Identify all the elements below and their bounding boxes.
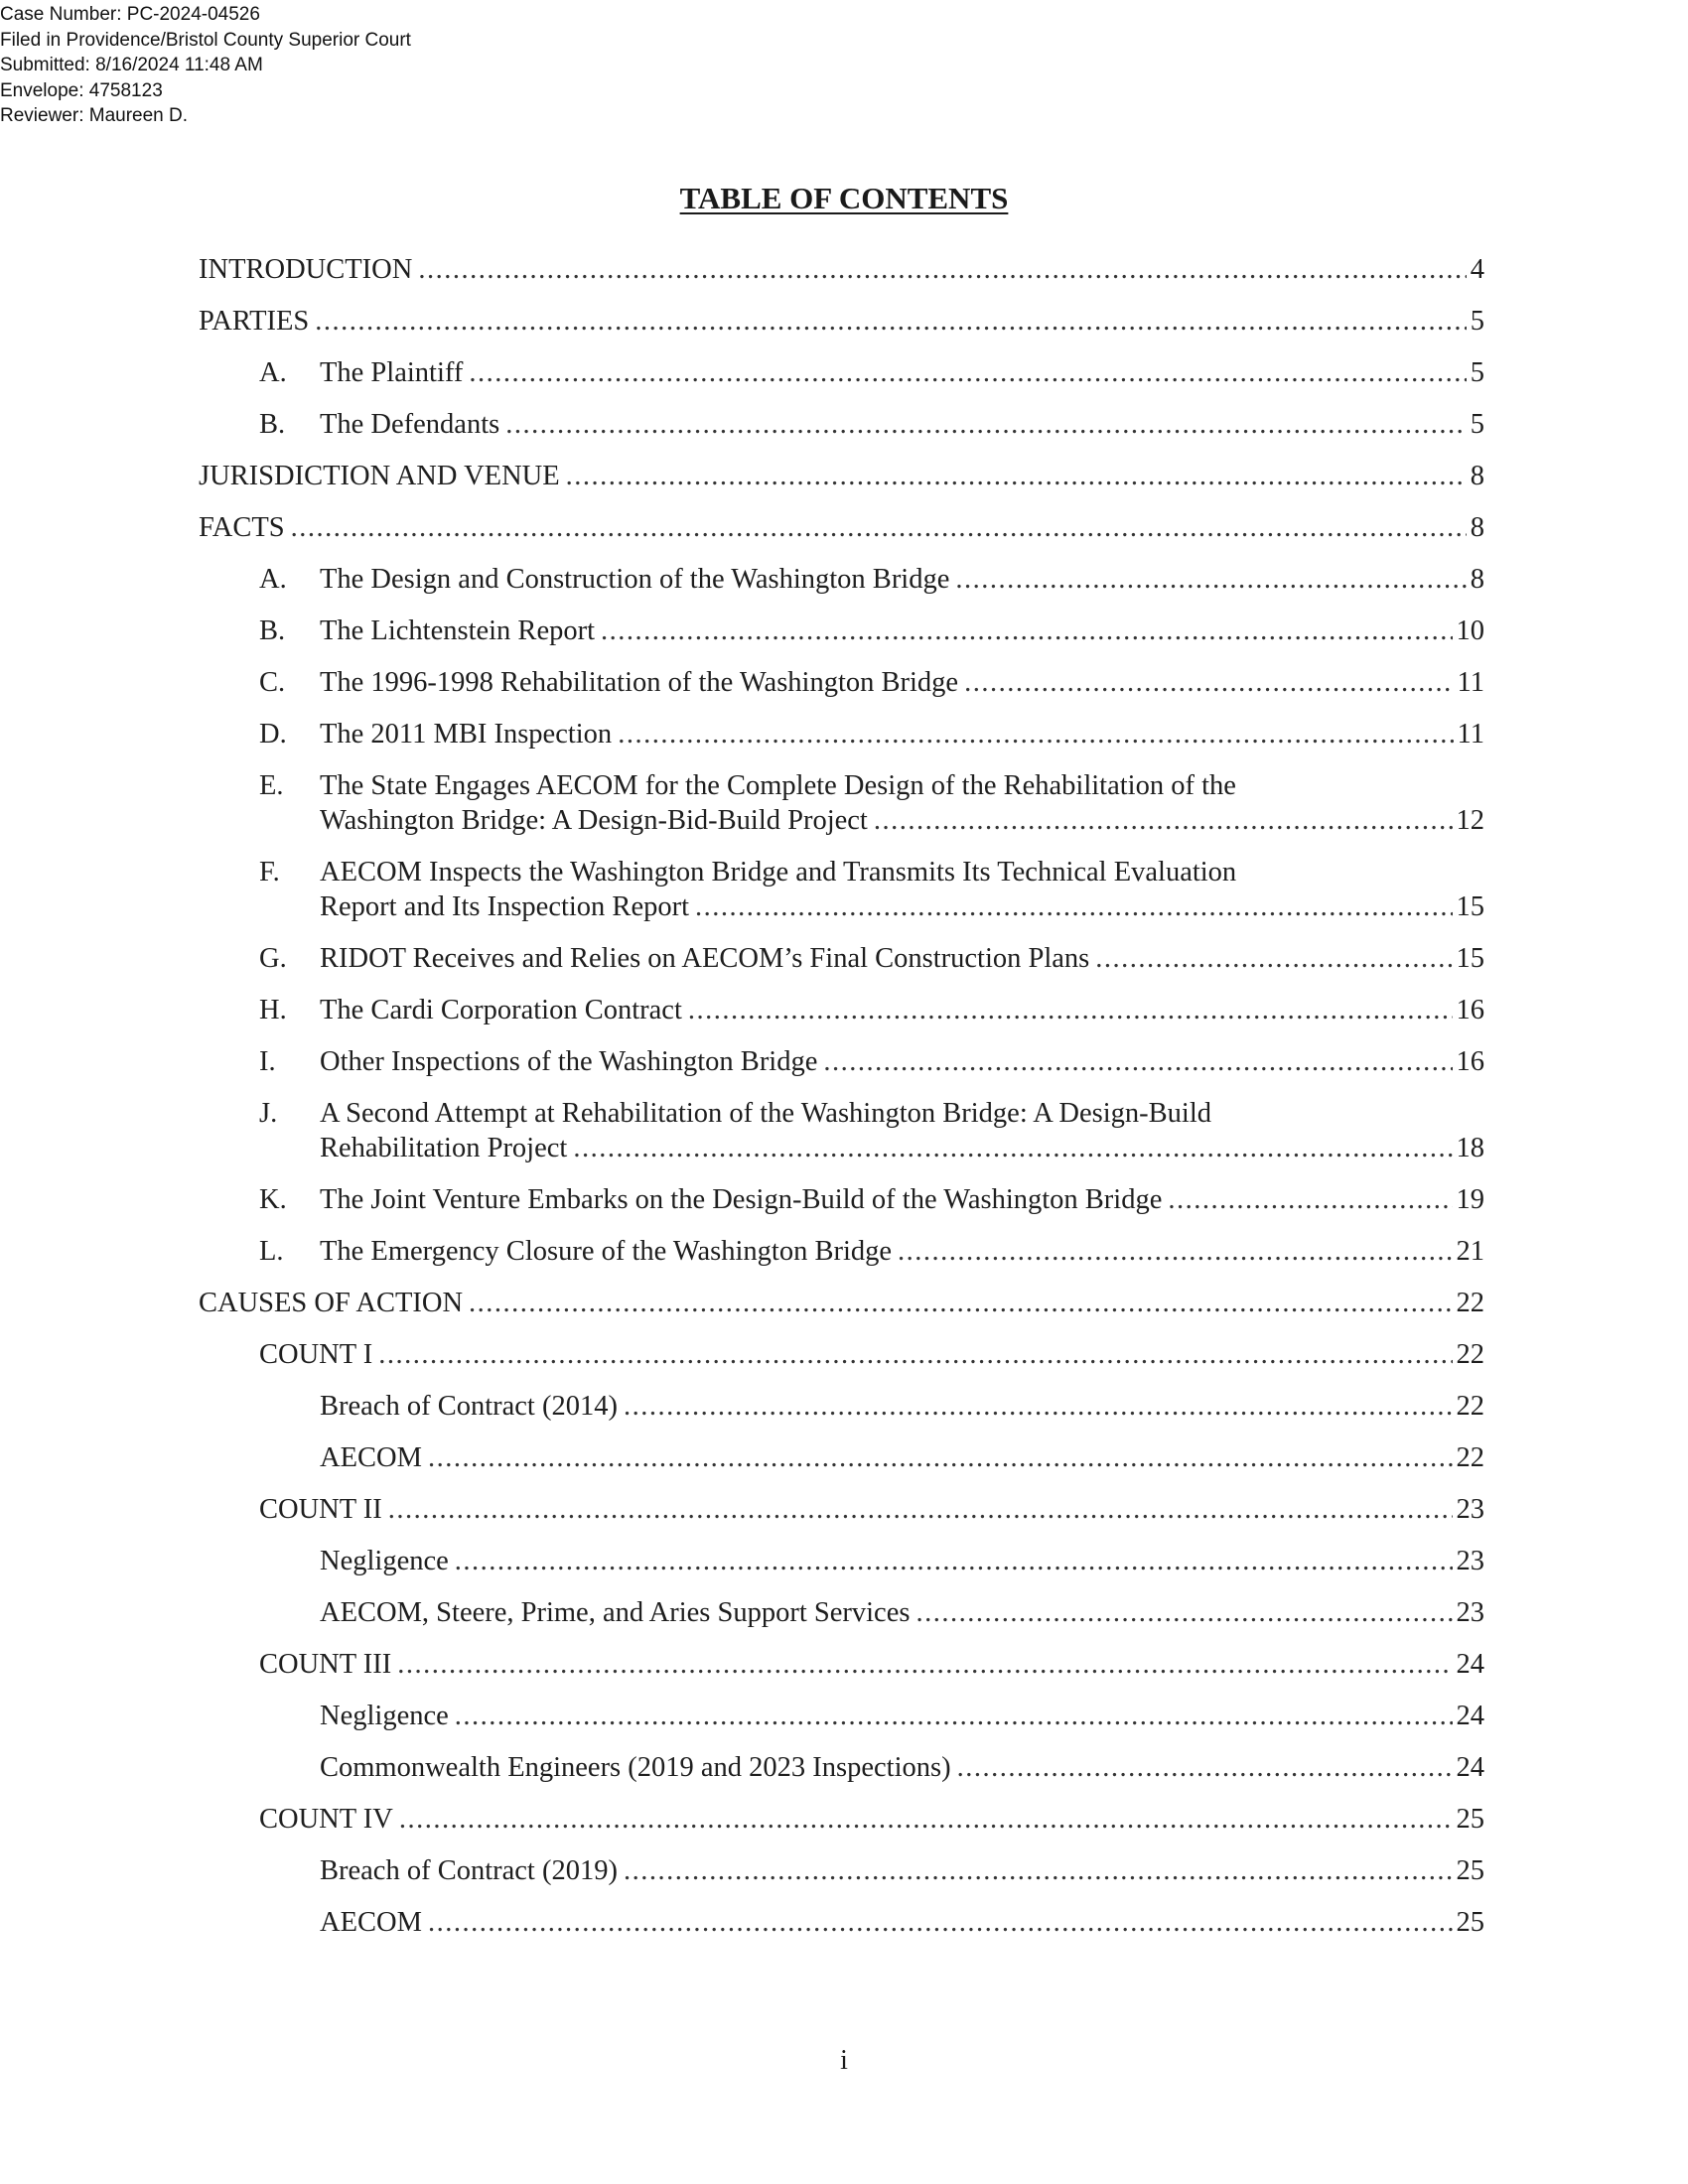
toc-entry-title: CAUSES OF ACTION (199, 1288, 464, 1318)
toc-entry-page: 24 (1456, 1752, 1484, 1783)
toc-entry-title: AECOM (320, 1907, 422, 1938)
toc-entry-letter: D. (259, 719, 287, 750)
toc-entry-title: Commonwealth Engineers (2019 and 2023 Inspections) (320, 1752, 951, 1783)
toc-entry-cardi-contract[interactable] (199, 993, 1484, 1044)
dot-leader (455, 1699, 1453, 1733)
dot-leader (955, 562, 1466, 597)
toc-entry-page: 12 (1456, 805, 1484, 836)
toc-entry-count-3-negligence[interactable] (199, 1699, 1484, 1750)
toc-entry-title: COUNT IV (259, 1804, 393, 1835)
toc-entry-state-engages-aecom[interactable] (199, 768, 1484, 855)
toc-entry-page: 15 (1456, 891, 1484, 922)
toc-entry-page: 8 (1470, 461, 1484, 491)
dot-leader (1095, 941, 1452, 976)
dot-leader (624, 1853, 1453, 1888)
toc-entry-page: 23 (1456, 1494, 1484, 1525)
toc-entry-count-3[interactable] (199, 1647, 1484, 1699)
toc-entry-design-construction[interactable] (199, 562, 1484, 614)
toc-entry-page: 16 (1456, 1046, 1484, 1077)
toc-entry-page: 18 (1456, 1133, 1484, 1163)
toc-entry-other-inspections[interactable] (199, 1044, 1484, 1096)
toc-entry-title-continued: Rehabilitation Project (320, 1133, 568, 1163)
toc-entry-title: A Second Attempt at Rehabilitation of the Washington Bridge: A Design-Build (320, 1098, 1212, 1129)
toc-entry-page: 4 (1470, 254, 1484, 285)
toc-entry-letter: E. (259, 770, 284, 801)
case-number: Case Number: PC-2024-04526 (0, 4, 260, 25)
toc-entry-second-attempt[interactable] (199, 1096, 1484, 1182)
dot-leader (399, 1802, 1453, 1837)
dot-leader (601, 614, 1453, 648)
dot-leader (469, 355, 1466, 390)
toc-entry-page: 25 (1456, 1907, 1484, 1938)
dot-leader (874, 803, 1453, 838)
dot-leader (1168, 1182, 1452, 1217)
toc-entry-letter: J. (259, 1098, 278, 1129)
toc-entry-letter: A. (259, 564, 287, 595)
toc-entry-count-2[interactable] (199, 1492, 1484, 1544)
dot-leader (898, 1234, 1452, 1269)
toc-entry-count-1[interactable] (199, 1337, 1484, 1389)
reviewer: Reviewer: Maureen D. (0, 105, 189, 126)
toc-entry-1996-rehabilitation[interactable] (199, 665, 1484, 717)
toc-entry-jurisdiction[interactable] (199, 459, 1484, 510)
toc-entry-title: Breach of Contract (2019) (320, 1855, 618, 1886)
submitted-date: Submitted: 8/16/2024 11:48 AM (0, 55, 263, 75)
toc-entry-page: 8 (1470, 512, 1484, 543)
toc-entry-count-4-aecom[interactable] (199, 1905, 1484, 1957)
court-filing-stamp (0, 2, 411, 129)
dot-leader (455, 1544, 1453, 1578)
toc-entry-title: The 1996-1998 Rehabilitation of the Washington Bridge (320, 667, 959, 698)
toc-entry-letter: L. (259, 1236, 284, 1267)
dot-leader (428, 1440, 1453, 1475)
toc-entry-title: The Defendants (320, 409, 500, 440)
toc-entry-letter: A. (259, 357, 287, 388)
toc-entry-title: The Lichtenstein Report (320, 615, 595, 646)
toc-entry-letter: H. (259, 995, 287, 1025)
toc-entry-page: 25 (1456, 1804, 1484, 1835)
toc-entry-page: 10 (1456, 615, 1484, 646)
toc-entry-page: 5 (1470, 357, 1484, 388)
toc-entry-count-2-negligence[interactable] (199, 1544, 1484, 1595)
toc-entry-title: The Cardi Corporation Contract (320, 995, 682, 1025)
toc-entry-title: The Design and Construction of the Washington Bridge (320, 564, 950, 595)
toc-entry-letter: G. (259, 943, 287, 974)
toc-entry-letter: B. (259, 615, 286, 646)
toc-entry-page: 19 (1456, 1184, 1484, 1215)
dot-leader (964, 665, 1453, 700)
toc-entry-introduction[interactable] (199, 252, 1484, 304)
toc-entry-count-2-defendants[interactable] (199, 1595, 1484, 1647)
dot-leader (957, 1750, 1453, 1785)
toc-entry-mbi-inspection[interactable] (199, 717, 1484, 768)
toc-entry-page: 8 (1470, 564, 1484, 595)
dot-leader (618, 717, 1453, 751)
toc-entry-title: AECOM (320, 1442, 422, 1473)
toc-entry-title: COUNT I (259, 1339, 373, 1370)
toc-entry-title: The Joint Venture Embarks on the Design-Build of the Washington Bridge (320, 1184, 1163, 1215)
toc-entry-letter: F. (259, 857, 280, 887)
toc-entry-defendants[interactable] (199, 407, 1484, 459)
dot-leader (315, 304, 1466, 339)
toc-entry-page: 21 (1456, 1236, 1484, 1267)
toc-entry-count-1-breach[interactable] (199, 1389, 1484, 1440)
toc-entry-ridot-receives[interactable] (199, 941, 1484, 993)
toc-entry-title: Breach of Contract (2014) (320, 1391, 618, 1422)
toc-entry-count-4[interactable] (199, 1802, 1484, 1853)
toc-entry-emergency-closure[interactable] (199, 1234, 1484, 1286)
dot-leader (505, 407, 1467, 442)
toc-entry-lichtenstein-report[interactable] (199, 614, 1484, 665)
toc-entry-title: The 2011 MBI Inspection (320, 719, 613, 750)
toc-entry-count-4-breach[interactable] (199, 1853, 1484, 1905)
toc-entry-page: 22 (1456, 1442, 1484, 1473)
dot-leader (915, 1595, 1452, 1630)
toc-entry-title: Negligence (320, 1546, 449, 1576)
dot-leader (388, 1492, 1453, 1527)
dot-leader (469, 1286, 1452, 1320)
toc-entry-page: 22 (1456, 1391, 1484, 1422)
dot-leader (573, 1131, 1452, 1165)
toc-entry-plaintiff[interactable] (199, 355, 1484, 407)
toc-entry-letter: I. (259, 1046, 276, 1077)
toc-entry-page: 23 (1456, 1546, 1484, 1576)
toc-entry-page: 15 (1456, 943, 1484, 974)
toc-entry-title: Other Inspections of the Washington Bridge (320, 1046, 818, 1077)
toc-entry-title: RIDOT Receives and Relies on AECOM’s Final Construction Plans (320, 943, 1090, 974)
toc-entry-page: 5 (1470, 306, 1484, 337)
toc-entry-title: COUNT III (259, 1649, 392, 1680)
toc-entry-facts[interactable] (199, 510, 1484, 562)
toc-entry-letter: K. (259, 1184, 287, 1215)
toc-entry-letter: B. (259, 409, 286, 440)
toc-entry-page: 11 (1457, 719, 1484, 750)
dot-leader (695, 889, 1452, 924)
toc-entry-page: 24 (1456, 1649, 1484, 1680)
envelope-number: Envelope: 4758123 (0, 79, 163, 101)
page-title (0, 179, 1688, 218)
toc-entry-title-continued: Washington Bridge: A Design-Bid-Build Project (320, 805, 868, 836)
toc-entry-page: 22 (1456, 1288, 1484, 1318)
toc-entry-parties[interactable] (199, 304, 1484, 355)
toc-entry-title: The Emergency Closure of the Washington Bridge (320, 1236, 893, 1267)
toc-entry-count-1-aecom[interactable] (199, 1440, 1484, 1492)
toc-entry-page: 11 (1457, 667, 1484, 698)
toc-entry-causes-of-action[interactable] (199, 1286, 1484, 1337)
toc-entry-page: 24 (1456, 1701, 1484, 1731)
dot-leader (428, 1905, 1453, 1940)
page-title-text: TABLE OF CONTENTS (679, 181, 1009, 215)
toc-entry-page: 22 (1456, 1339, 1484, 1370)
toc-entry-title: INTRODUCTION (199, 254, 413, 285)
toc-entry-title: JURISDICTION AND VENUE (199, 461, 560, 491)
dot-leader (688, 993, 1453, 1027)
dot-leader (418, 252, 1466, 287)
toc-entry-title: AECOM, Steere, Prime, and Aries Support Services (320, 1597, 911, 1628)
toc-entry-title: FACTS (199, 512, 285, 543)
toc-entry-page: 23 (1456, 1597, 1484, 1628)
dot-leader (378, 1337, 1452, 1372)
toc-entry-joint-venture[interactable] (199, 1182, 1484, 1234)
dot-leader (566, 459, 1467, 493)
table-of-contents (199, 252, 1484, 1957)
toc-entry-title: The State Engages AECOM for the Complete Design of the Rehabilitation of the (320, 770, 1236, 801)
dot-leader (397, 1647, 1452, 1682)
dot-leader (823, 1044, 1452, 1079)
toc-entry-letter: C. (259, 667, 286, 698)
toc-entry-aecom-inspects[interactable] (199, 855, 1484, 941)
toc-entry-title: COUNT II (259, 1494, 382, 1525)
toc-entry-title: PARTIES (199, 306, 310, 337)
toc-entry-count-3-commonwealth[interactable] (199, 1750, 1484, 1802)
toc-entry-title: Negligence (320, 1701, 449, 1731)
page-number-footer: i (840, 2045, 848, 2076)
filed-in: Filed in Providence/Bristol County Superior Court (0, 29, 411, 51)
toc-entry-page: 16 (1456, 995, 1484, 1025)
toc-entry-title-continued: Report and Its Inspection Report (320, 891, 690, 922)
toc-entry-title: The Plaintiff (320, 357, 464, 388)
dot-leader (291, 510, 1467, 545)
toc-entry-title: AECOM Inspects the Washington Bridge and Transmits Its Technical Evaluation (320, 857, 1237, 887)
toc-entry-page: 25 (1456, 1855, 1484, 1886)
toc-entry-page: 5 (1470, 409, 1484, 440)
dot-leader (624, 1389, 1453, 1424)
